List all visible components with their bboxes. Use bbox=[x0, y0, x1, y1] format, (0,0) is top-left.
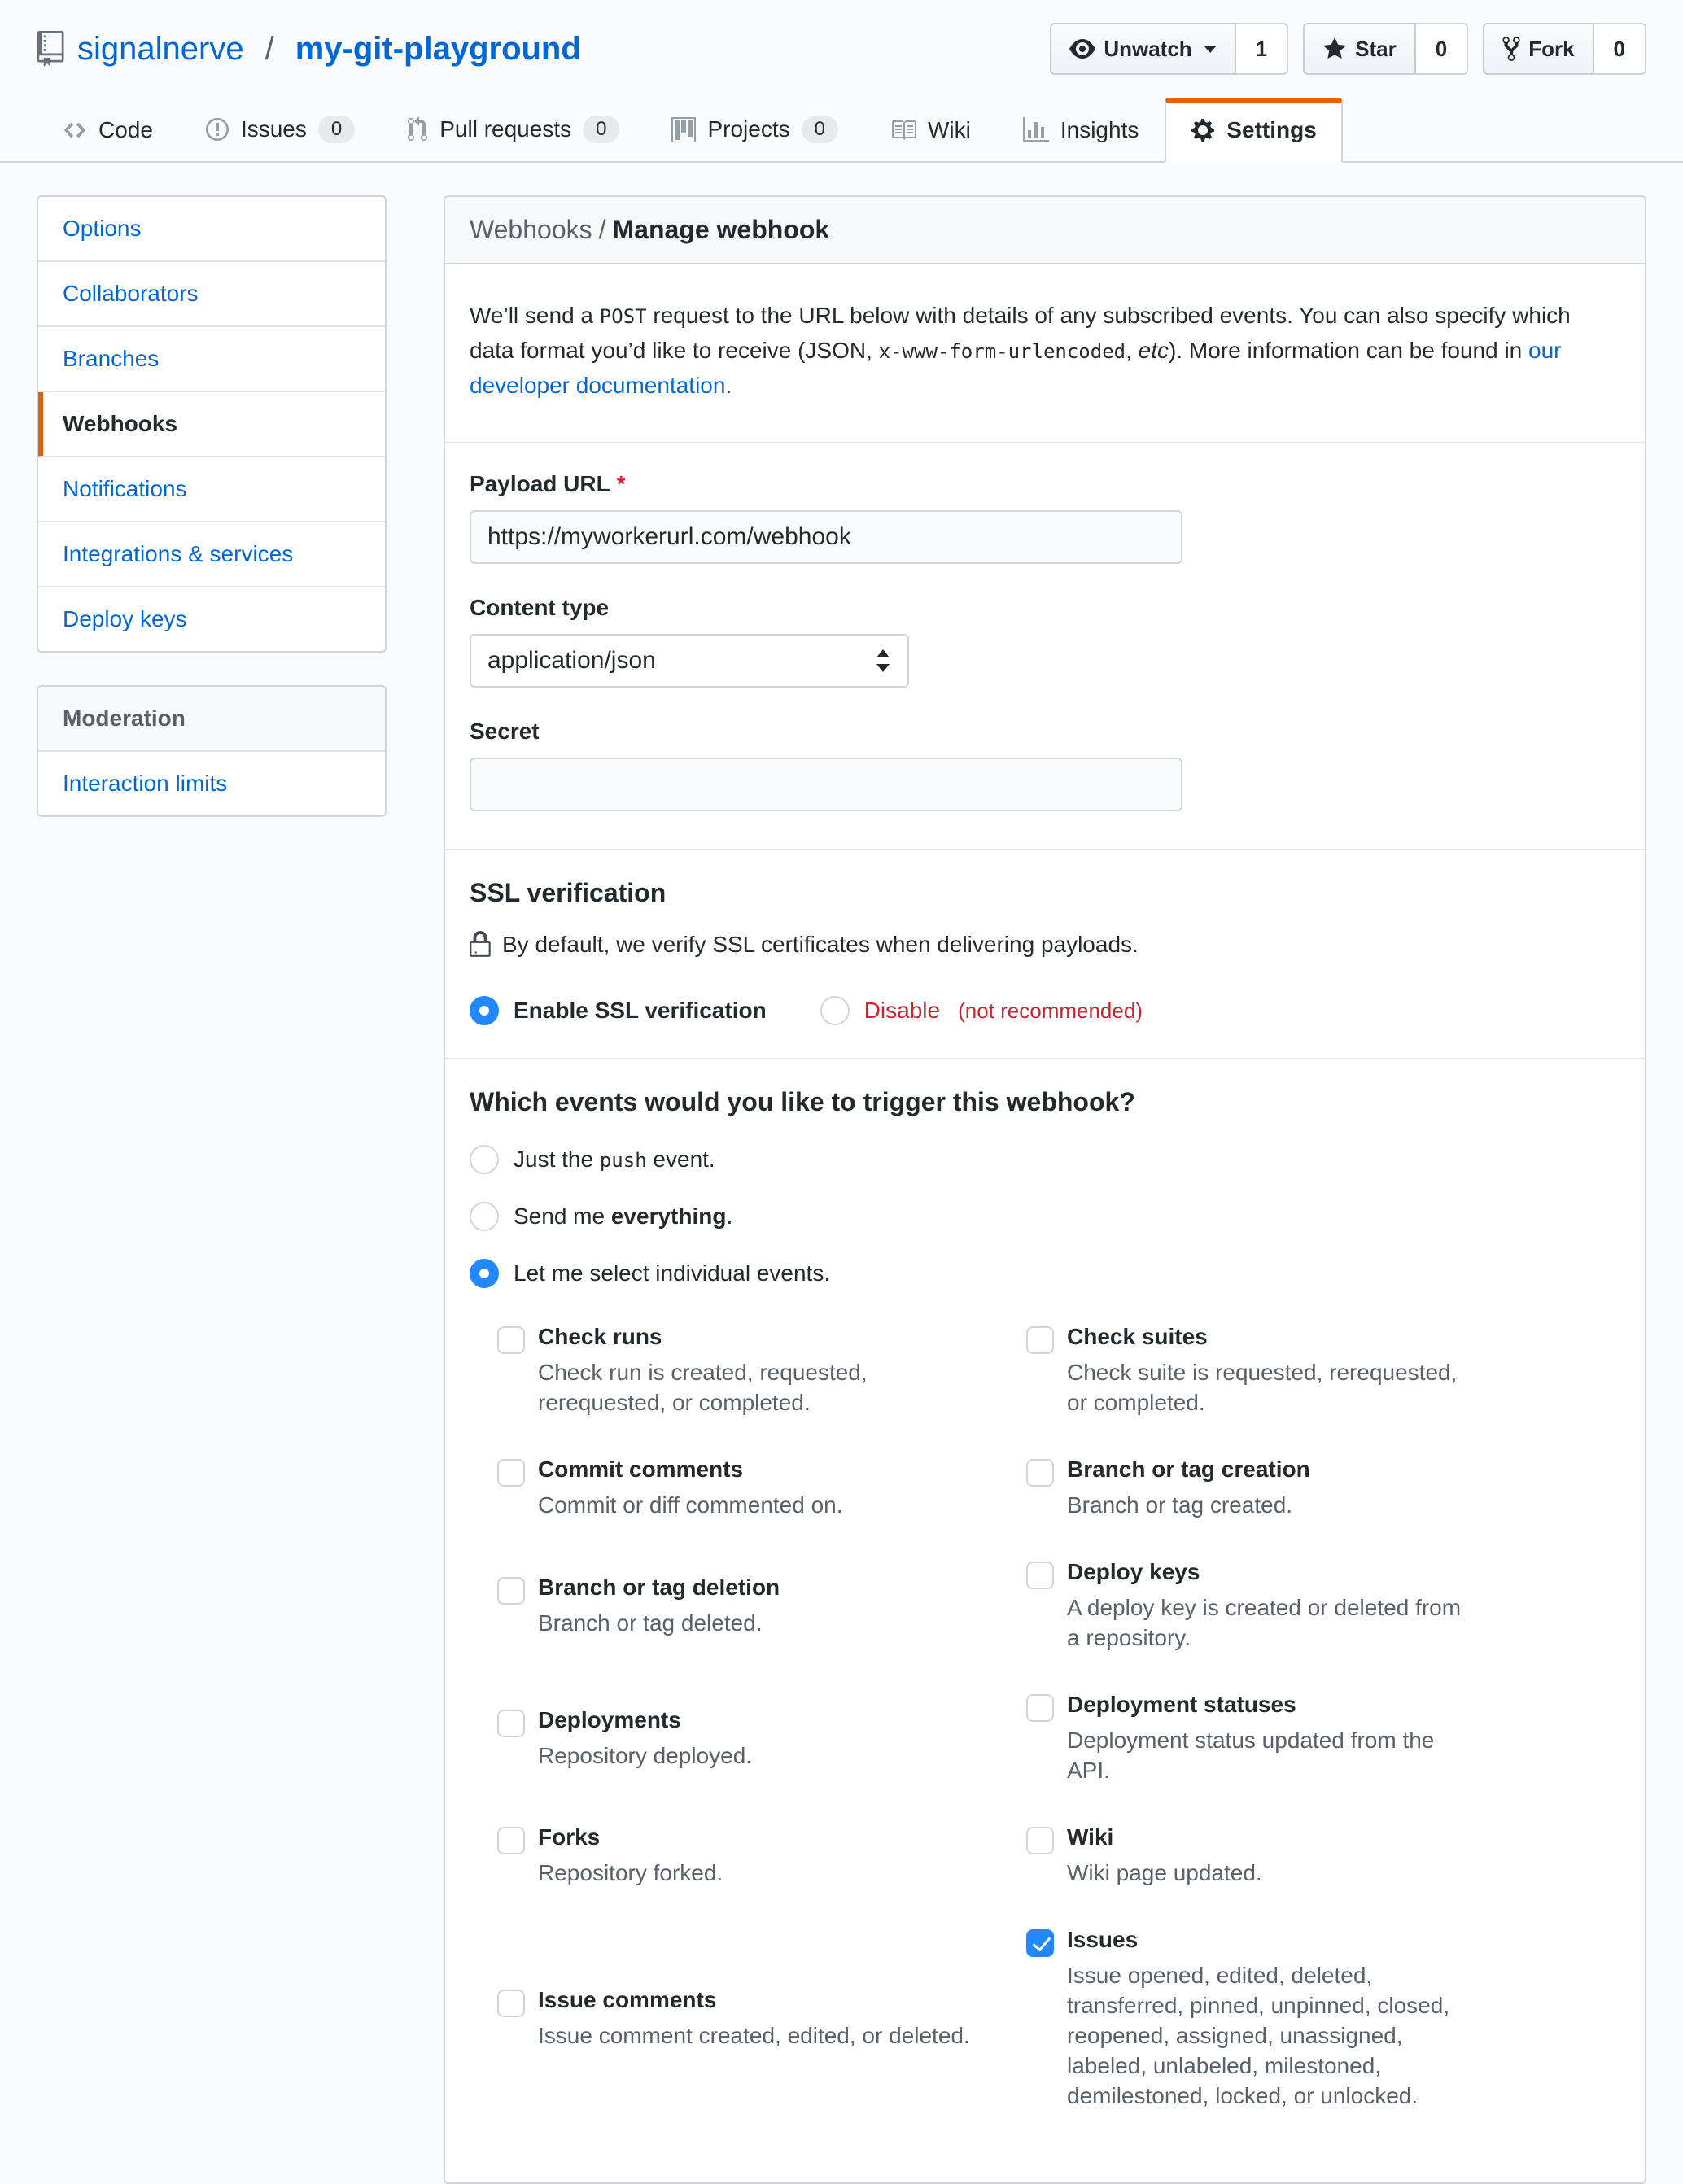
events-section bbox=[445, 1059, 1645, 2182]
eye-icon bbox=[1069, 36, 1095, 62]
sidebar-item-options[interactable]: Options bbox=[38, 197, 385, 262]
event-forks bbox=[497, 1824, 1018, 1888]
push-event-label: Just the push event. bbox=[514, 1147, 715, 1172]
event-deploy-keys bbox=[1026, 1559, 1547, 1653]
developer-documentation-link[interactable]: our developer documentation bbox=[470, 338, 1562, 398]
event-grid-row bbox=[497, 1457, 1555, 1559]
event-title: Deployment statuses bbox=[1067, 1692, 1296, 1717]
fork-count[interactable]: 0 bbox=[1594, 23, 1646, 75]
sidebar-item-interaction-limits[interactable]: Interaction limits bbox=[63, 771, 228, 796]
pull-request-icon bbox=[407, 116, 428, 142]
tab-projects[interactable] bbox=[645, 96, 864, 163]
repo-icon bbox=[37, 31, 64, 67]
issues-counter: 0 bbox=[318, 116, 355, 143]
event-grid-row bbox=[497, 1559, 1555, 1692]
event-description: Repository deployed. bbox=[538, 1742, 753, 1768]
tab-insights[interactable] bbox=[997, 98, 1165, 163]
event-grid-row bbox=[497, 1324, 1555, 1457]
star-button[interactable] bbox=[1303, 23, 1416, 75]
repo-header bbox=[0, 0, 1683, 75]
project-icon bbox=[671, 117, 696, 142]
issue-comments-checkbox[interactable] bbox=[497, 1990, 525, 2017]
tab-wiki[interactable] bbox=[864, 98, 997, 163]
settings-menu bbox=[37, 195, 387, 653]
event-grid-row bbox=[497, 1927, 1555, 2150]
breadcrumb-webhooks-link[interactable]: Webhooks bbox=[470, 215, 592, 244]
pull-requests-counter: 0 bbox=[583, 116, 619, 143]
star-count[interactable]: 0 bbox=[1416, 23, 1468, 75]
everything-radio[interactable] bbox=[470, 1202, 499, 1231]
projects-counter: 0 bbox=[802, 116, 838, 143]
event-deployment-statuses bbox=[1026, 1692, 1547, 1785]
sidebar-item-integrations[interactable]: Integrations & services bbox=[38, 522, 385, 587]
watch-button-group bbox=[1050, 23, 1288, 75]
sidebar-item-webhooks[interactable]: Webhooks bbox=[38, 392, 385, 457]
fork-button-group bbox=[1483, 23, 1646, 75]
event-title: Check runs bbox=[538, 1324, 662, 1349]
payload-url-input[interactable] bbox=[470, 510, 1182, 564]
ssl-enable-radio[interactable] bbox=[470, 996, 499, 1025]
star-icon bbox=[1322, 36, 1347, 62]
push-code: push bbox=[599, 1149, 647, 1172]
forks-checkbox[interactable] bbox=[497, 1827, 525, 1854]
tab-label: Projects bbox=[707, 116, 790, 142]
repo-name-link[interactable]: my-git-playground bbox=[295, 30, 581, 67]
wiki-checkbox[interactable] bbox=[1026, 1827, 1054, 1854]
event-wiki bbox=[1026, 1824, 1547, 1888]
breadcrumb-current: Manage webhook bbox=[612, 215, 830, 244]
tab-label: Wiki bbox=[927, 117, 971, 142]
fork-button[interactable] bbox=[1483, 23, 1593, 75]
tab-label: Code bbox=[98, 117, 153, 142]
branch-tag-creation-checkbox[interactable] bbox=[1026, 1459, 1054, 1487]
event-description: Commit or diff commented on. bbox=[538, 1492, 843, 1518]
individual-events-radio[interactable] bbox=[470, 1259, 499, 1288]
events-option-push[interactable] bbox=[470, 1145, 1620, 1174]
event-check-runs bbox=[497, 1324, 1018, 1417]
intro-text: We’ll send a POST request to the URL below with details of any subscribed events. You can also specify which data format you’d like to receive (JSON, x-www-form-urlencoded, etc). More information can be found in our developer documentation. bbox=[470, 303, 1571, 398]
event-title: Issues bbox=[1067, 1927, 1139, 1952]
breadcrumb bbox=[445, 197, 1645, 264]
secret-field-group bbox=[470, 719, 1620, 811]
unwatch-button[interactable] bbox=[1050, 23, 1235, 75]
fork-label: Fork bbox=[1528, 36, 1575, 61]
tab-code[interactable] bbox=[37, 98, 179, 163]
sidebar-item-branches[interactable]: Branches bbox=[38, 327, 385, 392]
content-type-value: application/json bbox=[487, 647, 656, 674]
event-issue-comments bbox=[497, 1987, 1018, 2051]
event-description: Deployment status updated from the API. bbox=[1067, 1728, 1435, 1783]
repo-actions bbox=[1050, 23, 1646, 75]
event-description: Check suite is requested, rerequested, or completed. bbox=[1067, 1360, 1458, 1415]
event-description: Branch or tag created. bbox=[1067, 1492, 1293, 1518]
check-runs-checkbox[interactable] bbox=[497, 1326, 525, 1354]
event-issues bbox=[1026, 1927, 1547, 2111]
ssl-enable-option[interactable] bbox=[470, 996, 767, 1025]
ssl-radio-line bbox=[470, 996, 1620, 1025]
branch-tag-deletion-checkbox[interactable] bbox=[497, 1577, 525, 1605]
payload-url-field-group bbox=[470, 471, 1620, 564]
content-type-label: Content type bbox=[470, 595, 610, 620]
ssl-disable-label: Disable bbox=[863, 998, 941, 1023]
issues-checkbox[interactable] bbox=[1026, 1929, 1054, 1957]
webhook-panel bbox=[444, 195, 1646, 2184]
star-label: Star bbox=[1355, 36, 1397, 61]
check-suites-checkbox[interactable] bbox=[1026, 1326, 1054, 1354]
event-description: A deploy key is created or deleted from a repository. bbox=[1067, 1595, 1462, 1650]
urlencoded-code: x-www-form-urlencoded bbox=[878, 340, 1126, 363]
ssl-enable-label: Enable SSL verification bbox=[514, 998, 767, 1023]
ssl-heading: SSL verification bbox=[470, 878, 667, 907]
secret-label: Secret bbox=[470, 719, 540, 744]
tab-label: Issues bbox=[240, 116, 307, 142]
tab-label: Insights bbox=[1060, 117, 1139, 142]
post-code: POST bbox=[599, 305, 647, 328]
sidebar-item-notifications[interactable]: Notifications bbox=[38, 457, 385, 522]
sidebar-item-collaborators[interactable]: Collaborators bbox=[38, 262, 385, 327]
tab-settings[interactable] bbox=[1165, 98, 1342, 163]
event-branch-tag-deletion bbox=[497, 1575, 1018, 1638]
caret-down-icon bbox=[1204, 46, 1217, 53]
settings-sidebar bbox=[37, 195, 387, 817]
event-deployments bbox=[497, 1707, 1018, 1771]
tab-issues[interactable] bbox=[179, 96, 381, 163]
required-asterisk: * bbox=[616, 471, 626, 496]
ssl-disable-radio[interactable] bbox=[820, 996, 850, 1025]
content-type-field-group bbox=[470, 595, 1620, 688]
events-option-individual[interactable] bbox=[470, 1259, 1620, 1288]
repo-separator: / bbox=[264, 30, 274, 67]
tab-label: Pull requests bbox=[439, 116, 572, 142]
fork-icon bbox=[1502, 35, 1520, 63]
event-description: Repository forked. bbox=[538, 1860, 723, 1885]
event-branch-tag-creation bbox=[1026, 1457, 1547, 1520]
star-button-group bbox=[1303, 23, 1468, 75]
ssl-section bbox=[445, 850, 1645, 1059]
tab-pull-requests[interactable] bbox=[381, 96, 645, 163]
code-icon bbox=[63, 118, 87, 142]
moderation-heading: Moderation bbox=[38, 687, 385, 752]
issue-icon bbox=[205, 116, 230, 142]
event-title: Deployments bbox=[538, 1706, 681, 1732]
repo-owner-link[interactable]: signalnerve bbox=[77, 30, 244, 67]
event-title: Branch or tag creation bbox=[1067, 1457, 1310, 1482]
ssl-note-line bbox=[470, 931, 1620, 959]
event-title: Forks bbox=[538, 1824, 601, 1850]
moderation-menu bbox=[37, 685, 387, 817]
events-option-everything[interactable] bbox=[470, 1202, 1620, 1231]
events-heading: Which events would you like to trigger this webhook? bbox=[470, 1087, 1135, 1116]
event-grid-row bbox=[497, 1692, 1555, 1824]
event-description: Branch or tag deleted. bbox=[538, 1610, 763, 1636]
everything-label: Send me everything. bbox=[514, 1203, 733, 1229]
event-title: Check suites bbox=[1067, 1324, 1208, 1349]
watch-count[interactable]: 1 bbox=[1236, 23, 1288, 75]
event-checkbox-grid bbox=[497, 1324, 1555, 2150]
tab-label: Settings bbox=[1226, 117, 1317, 142]
ssl-note: By default, we verify SSL certificates when delivering payloads. bbox=[502, 932, 1139, 957]
event-title: Issue comments bbox=[538, 1987, 717, 2012]
individual-events-label: Let me select individual events. bbox=[514, 1260, 831, 1286]
commit-comments-checkbox[interactable] bbox=[497, 1459, 525, 1487]
content-type-select[interactable] bbox=[470, 634, 909, 688]
select-caret-icon bbox=[875, 648, 891, 674]
graph-icon bbox=[1023, 117, 1049, 143]
event-description: Issue opened, edited, deleted, transferred, pinned, unpinned, closed, reopened, assigned, unassigned, labeled, unlabeled, milestoned, demilestoned, locked, or unlocked. bbox=[1067, 1963, 1450, 2108]
book-icon bbox=[890, 117, 916, 143]
event-description: Issue comment created, edited, or deleted. bbox=[538, 2023, 970, 2048]
deploy-keys-checkbox[interactable] bbox=[1026, 1562, 1054, 1589]
sidebar-item-deploy-keys[interactable]: Deploy keys bbox=[63, 606, 187, 631]
event-title: Branch or tag deletion bbox=[538, 1574, 780, 1600]
intro-section bbox=[445, 264, 1645, 443]
repo-title bbox=[37, 31, 581, 68]
payload-url-label: Payload URL * bbox=[470, 471, 626, 496]
unwatch-label: Unwatch bbox=[1104, 36, 1192, 61]
deployments-checkbox[interactable] bbox=[497, 1710, 525, 1737]
event-title: Wiki bbox=[1067, 1824, 1114, 1850]
repo-tabnav bbox=[0, 96, 1683, 163]
gear-icon bbox=[1191, 117, 1215, 143]
event-commit-comments bbox=[497, 1457, 1018, 1520]
event-description: Wiki page updated. bbox=[1067, 1860, 1262, 1885]
ssl-disable-note: (not recommended) bbox=[958, 998, 1143, 1023]
breadcrumb-separator: / bbox=[598, 215, 606, 244]
form-section bbox=[445, 443, 1645, 850]
ssl-disable-option[interactable] bbox=[820, 996, 1143, 1025]
event-description: Check run is created, requested, rerequested, or completed. bbox=[538, 1360, 868, 1415]
secret-input[interactable] bbox=[470, 758, 1182, 811]
event-grid-row bbox=[497, 1824, 1555, 1927]
settings-content bbox=[0, 163, 1683, 2184]
event-title: Commit comments bbox=[538, 1457, 744, 1482]
push-event-radio[interactable] bbox=[470, 1145, 499, 1174]
deployment-statuses-checkbox[interactable] bbox=[1026, 1694, 1054, 1722]
event-title: Deploy keys bbox=[1067, 1559, 1200, 1584]
lock-icon bbox=[470, 931, 491, 959]
event-check-suites bbox=[1026, 1324, 1547, 1417]
